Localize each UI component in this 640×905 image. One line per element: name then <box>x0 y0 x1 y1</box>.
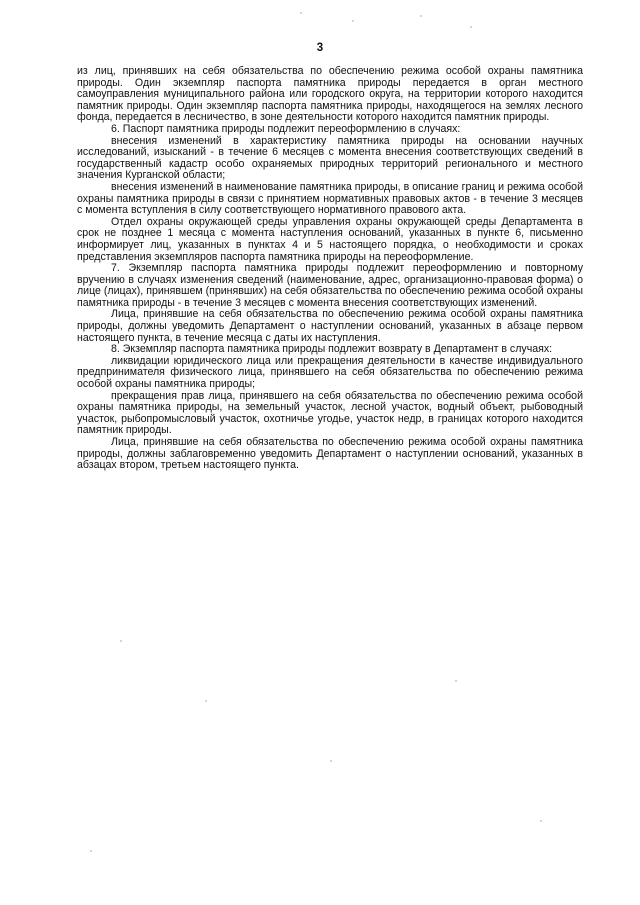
scan-speck <box>455 680 457 682</box>
paragraph-item-6-case-1: внесения изменений в характеристику памятника природы на основании научных исследований, изысканий - в течение 6 месяцев с момента внесения соответствующих сведений в государственный кадастр особо охраняемых природных территорий регионального и местного значения Курганской области; <box>77 134 583 182</box>
scan-speck <box>470 26 472 28</box>
paragraph-item-6-case-2: внесения изменений в наименование памятника природы, в описание границ и режима особой охраны памятника природы в связи с принятием нормативных правовых актов - в течение 3 месяцев с момента вступления в силу соответствующего нормативного правового акта. <box>77 180 583 217</box>
scan-speck <box>205 700 207 702</box>
document-body <box>77 66 583 472</box>
paragraph-item-8-case-2: прекращения прав лица, принявшего на себя обязательства по обеспечению режима особой охраны памятника природы, на земельный участок, лесной участок, водный объект, рыбоводный участок, рыбопромысловый участок, охотничье угодье, участок недр, в границах которого находится памятник природы. <box>77 389 583 437</box>
scan-speck <box>120 640 122 642</box>
paragraph-item-7-notice: Лица, принявшие на себя обязательства по обеспечению режима особой охраны памятника природы, должны уведомить Департамент о наступлении оснований, указанных в абзаце первом настоящего пункта, в течение месяца с даты их наступления. <box>77 308 583 344</box>
scan-speck <box>90 850 92 852</box>
paragraph-department-notice: Отдел охраны окружающей среды управления охраны окружающей среды Департамента в срок не позднее 1 месяца с момента наступления оснований, указанных в пункте 6, письменно информирует лиц, указанных в пунктах 4 и 5 настоящего порядка, о необходимости и сроках представления экземпляров паспорта памятника природы на переоформление. <box>77 215 583 263</box>
paragraph-item-6: 6. Паспорт памятника природы подлежит переоформлению в случаях: <box>111 122 461 135</box>
scan-speck <box>352 20 354 22</box>
paragraph-item-8-notice: Лица, принявшие на себя обязательства по обеспечению режима особой охраны памятника природы, должны заблаговременно уведомить Департамент о наступлении оснований, указанных в абзацах втором, третьем настоящего пункта. <box>77 436 583 472</box>
paragraph-continuation: из лиц, принявших на себя обязательства по обеспечению режима особой охраны памятника природы. Один экземпляр паспорта памятника природы передается в орган местного самоуправления муниципального района или городского округа, на территории которого находится памятник природы. Один экземпляр паспорта памятника природы, находящегося на землях лесного фонда, передается в лесничество, в зоне деятельности которого находится памятник природы. <box>77 65 583 124</box>
scan-speck <box>300 12 302 14</box>
scan-speck <box>420 15 422 17</box>
paragraph-item-8: 8. Экземпляр паспорта памятника природы подлежит возврату в Департамент в случаях: <box>111 343 553 356</box>
scan-speck <box>330 760 332 762</box>
scan-speck <box>540 820 542 822</box>
paragraph-item-7: 7. Экземпляр паспорта памятника природы подлежит переоформлению и повторному вручению в случаях изменения сведений (наименование, адрес, организационно-правовая форма) о лице (лицах), принявшем (принявших) на себя обязательства по обеспечению режима особой охраны памятника природы - в течение 3 месяцев с момента внесения соответствующих изменений. <box>77 262 583 309</box>
page-number: 3 <box>316 42 324 54</box>
paragraph-item-8-case-1: ликвидации юридического лица или прекращения деятельности в качестве индивидуального предпринимателя физического лица, принявшего на себя обязательства по обеспечению режима особой охраны памятника природы; <box>77 354 583 391</box>
